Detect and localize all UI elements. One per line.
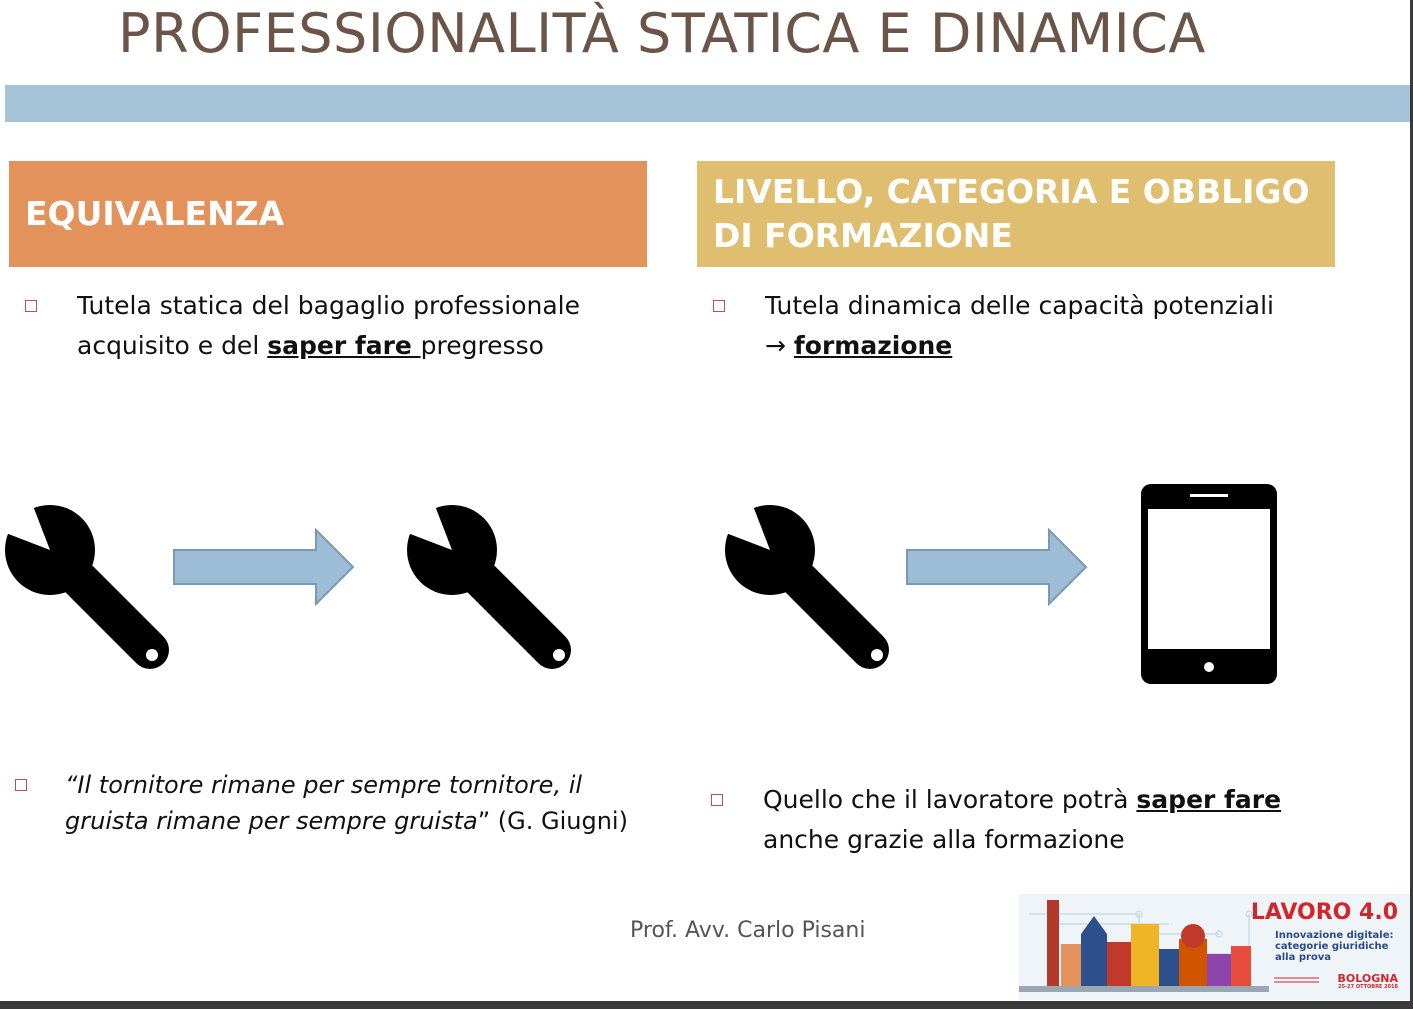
- wrench-icon: [0, 500, 175, 675]
- logo-title: LAVORO 4.0: [1250, 900, 1398, 925]
- livello-header-line2: DI FORMAZIONE: [713, 216, 1013, 255]
- livello-header: [697, 161, 1335, 267]
- logo-subtitle-line: categorie giuridiche: [1275, 941, 1389, 952]
- logo-subtitle: [1275, 930, 1394, 963]
- window-edge-bottom: [0, 1001, 1413, 1009]
- arrow-right-icon: [905, 528, 1089, 606]
- bullet-box-icon: [713, 300, 725, 312]
- left-bullet-static: [77, 286, 637, 366]
- bullet-box-icon: [25, 300, 37, 312]
- left-bullet-emphasis: saper fare: [267, 331, 421, 360]
- equivalenza-header-label: EQUIVALENZA: [25, 194, 285, 233]
- quote-italic: “Il tornitore rimane per sempre tornitore, il gruista rimane per sempre gruista: [65, 771, 583, 835]
- equivalenza-header: [9, 161, 647, 267]
- logo-subtitle-line: Innovazione digitale:: [1275, 930, 1394, 941]
- bullet-box-icon: [15, 779, 27, 791]
- left-bullet-text: Tutela statica del bagaglio professionale acquisito e del: [77, 291, 581, 360]
- footer-author: Prof. Avv. Carlo Pisani: [630, 918, 866, 943]
- slide-title: PROFESSIONALITÀ STATICA E DINAMICA: [118, 2, 1206, 65]
- wrench-icon: [720, 500, 900, 675]
- right-bullet-dynamic: [765, 286, 1355, 366]
- logo-dates: 25-27 OTTOBRE 2018: [1338, 984, 1398, 990]
- arrow-right-icon: [172, 528, 356, 606]
- left-bullet-quote: [65, 767, 635, 839]
- event-logo: [1019, 894, 1410, 1000]
- right-bullet-emphasis: formazione: [793, 331, 953, 360]
- wrench-icon: [402, 500, 582, 675]
- bullet-box-icon: [711, 794, 723, 806]
- right-arrow-glyph: →: [765, 331, 794, 360]
- tablet-icon: [1140, 483, 1278, 685]
- quote-attribution: ” (G. Giugni): [477, 807, 628, 835]
- right-bullet2-emphasis: saper fare: [1136, 785, 1282, 814]
- right-bullet-text: Tutela dinamica delle capacità potenziali: [765, 291, 1274, 320]
- livello-header-line1: LIVELLO, CATEGORIA E OBBLIGO: [713, 172, 1310, 211]
- right-bullet-future: [763, 780, 1353, 860]
- left-bullet-text-end: pregresso: [420, 331, 544, 360]
- title-bar: [5, 85, 1410, 122]
- right-bullet2-text-end: anche grazie alla formazione: [763, 825, 1125, 854]
- logo-subtitle-line: alla prova: [1275, 952, 1332, 963]
- logo-city: BOLOGNA: [1337, 972, 1398, 985]
- right-bullet2-text: Quello che il lavoratore potrà: [763, 785, 1137, 814]
